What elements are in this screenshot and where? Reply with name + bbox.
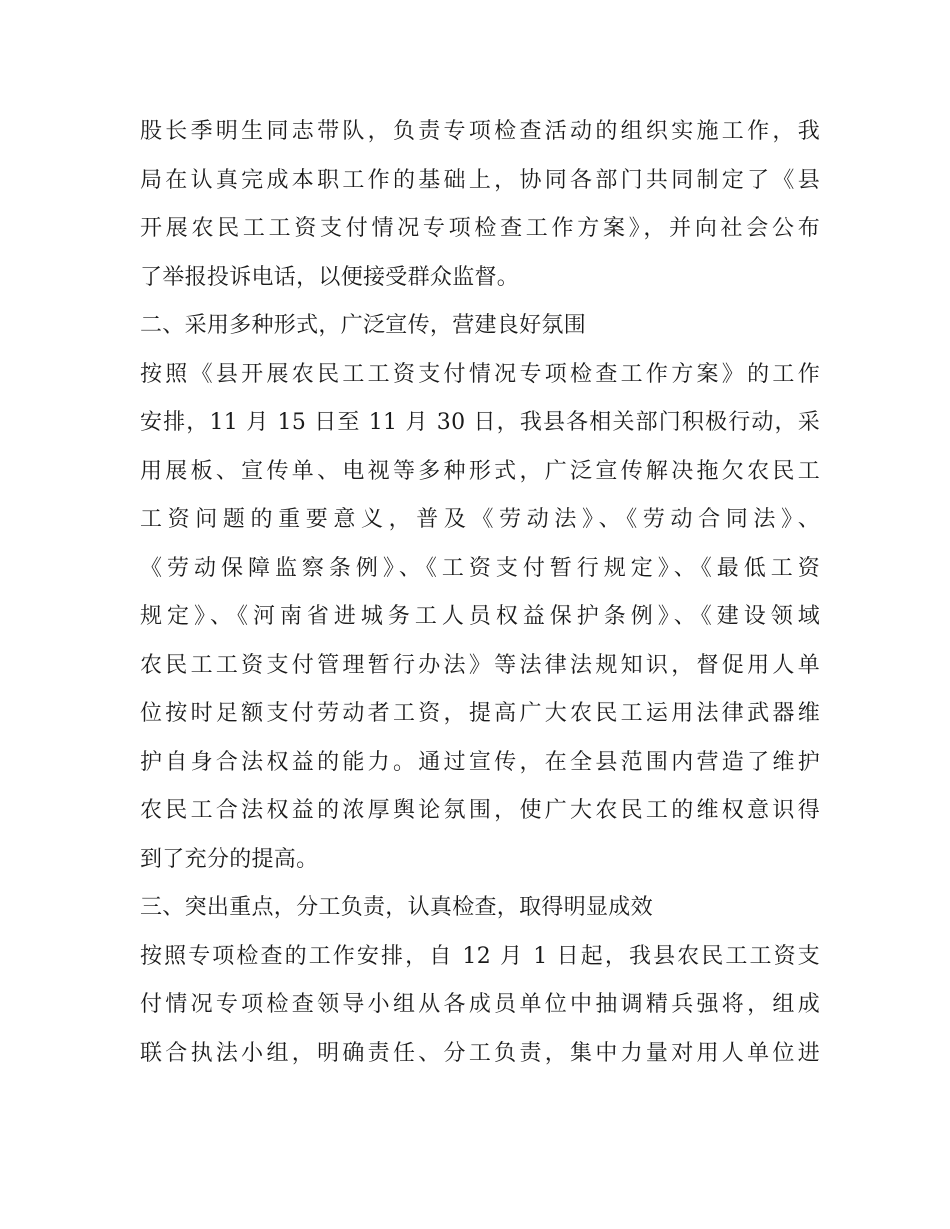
text-line: 规定》、《河南省进城务工人员权益保护条例》、《建设领域 bbox=[140, 604, 820, 629]
text-line: 护自身合法权益的能力。通过宣传，在全县范围内营造了维护 bbox=[140, 749, 820, 775]
text-line: 按照《县开展农民工工资支付情况专项检查工作方案》的工作 bbox=[140, 361, 820, 387]
text-line: 农民工合法权益的浓厚舆论氛围，使广大农民工的维权意识得 bbox=[140, 798, 820, 823]
text-line: 农民工工资支付管理暂行办法》等法律法规知识，督促用人单 bbox=[140, 652, 820, 678]
section-heading: 三、突出重点，分工负责，认真检查，取得明显成效 bbox=[140, 895, 653, 920]
text-line: 工资问题的重要意义，普及《劳动法》、《劳动合同法》、 bbox=[140, 507, 820, 532]
text-line: 联合执法小组，明确责任、分工负责，集中力量对用人单位进 bbox=[140, 1040, 820, 1066]
text-line: 到了充分的提高。 bbox=[140, 846, 319, 872]
text-line: 安排，11 月 15 日至 11 月 30 日，我县各相关部门积极行动，采 bbox=[140, 410, 820, 435]
text-line: 开展农民工工资支付情况专项检查工作方案》，并向社会公布 bbox=[140, 216, 820, 241]
text-line: 股长季明生同志带队，负责专项检查活动的组织实施工作，我 bbox=[140, 119, 820, 144]
text-line: 局在认真完成本职工作的基础上，协同各部门共同制定了《县 bbox=[140, 167, 820, 193]
section-heading: 二、采用多种形式，广泛宣传，营建良好氛围 bbox=[140, 313, 587, 338]
text-line: 了举报投诉电话，以便接受群众监督。 bbox=[140, 264, 520, 290]
text-line: 位按时足额支付劳动者工资，提高广大农民工运用法律武器维 bbox=[140, 701, 820, 726]
text-line: 《劳动保障监察条例》、《工资支付暂行规定》、《最低工资 bbox=[140, 555, 820, 581]
document-body bbox=[140, 108, 820, 1078]
text-line: 按照专项检查的工作安排，自 12 月 1 日起，我县农民工工资支 bbox=[140, 943, 820, 969]
text-line: 用展板、宣传单、电视等多种形式，广泛宣传解决拖欠农民工 bbox=[140, 458, 820, 484]
text-line: 付情况专项检查领导小组从各成员单位中抽调精兵强将，组成 bbox=[140, 992, 820, 1017]
